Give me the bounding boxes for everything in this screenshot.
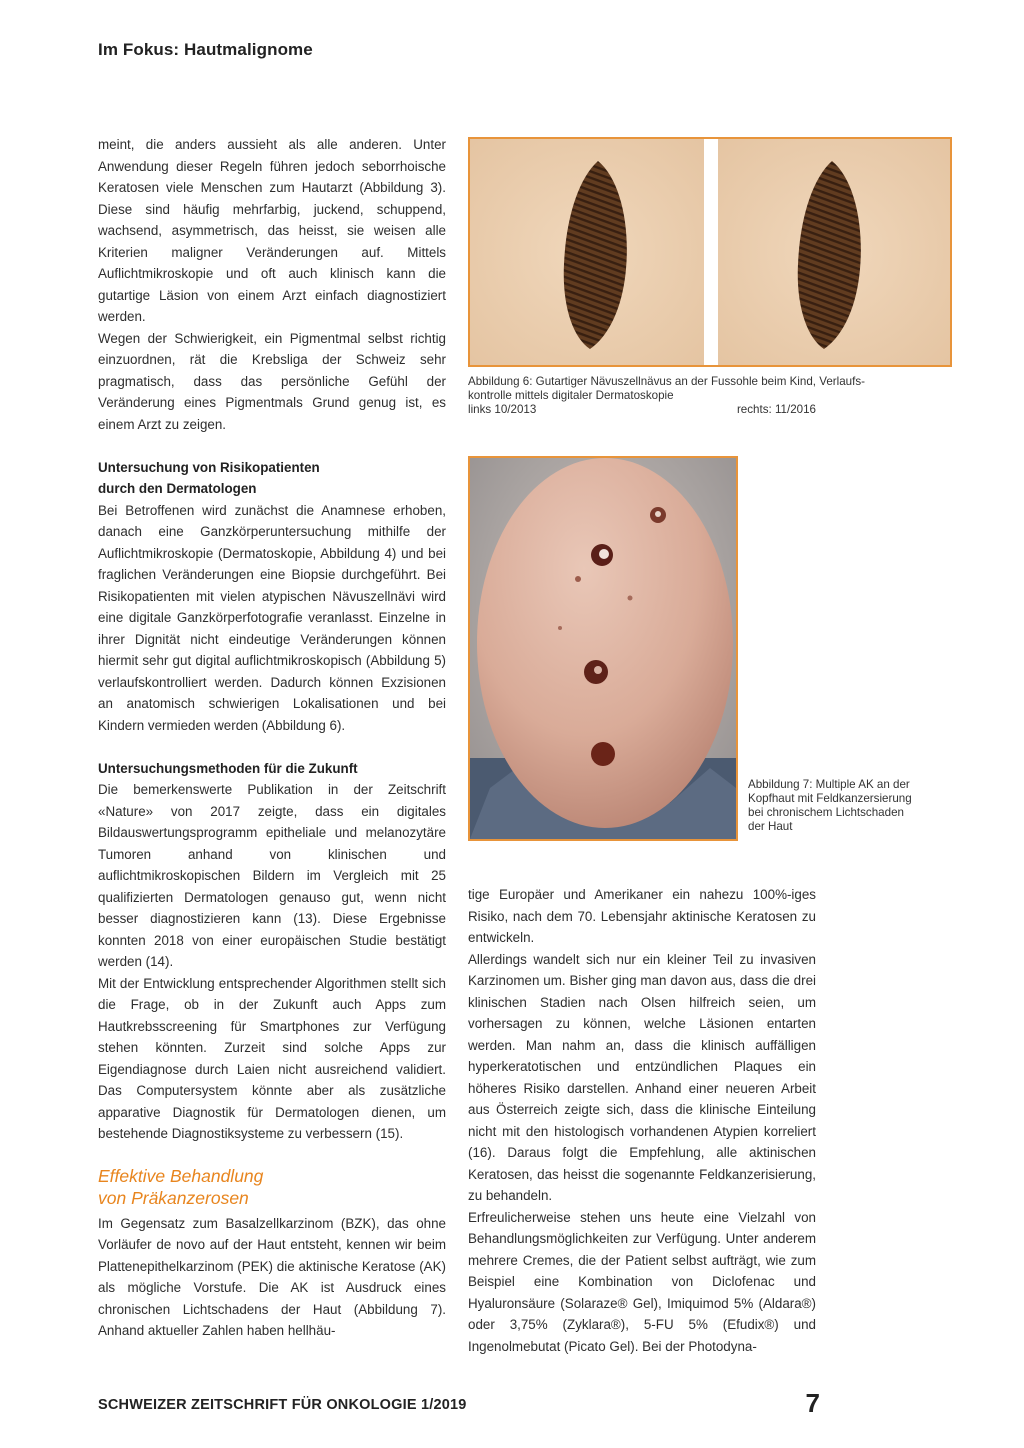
caption-line: der Haut [748, 820, 793, 833]
right-column [468, 884, 816, 1357]
subheading-line: Untersuchung von Risikopatienten [98, 459, 320, 475]
section-title-line: Effektive Behandlung [98, 1165, 264, 1186]
subheading-line: durch den Dermatologen [98, 481, 257, 496]
paragraph: Wegen der Schwierigkeit, ein Pigmentmal selbst richtig einzuordnen, rät die Krebsliga der Schweiz sehr pragmatisch, dass das persönliche Gefühl der Veränderung eines Pigmentmals Grund genug ist, es einem Arzt zu zeigen. [98, 330, 446, 432]
scalp-photo [470, 458, 736, 839]
paragraph: tige Europäer und Amerikaner ein nahezu 100%-iges Risiko, nach dem 70. Lebensjahr aktinische Keratosen zu entwickeln. [468, 887, 816, 945]
figure-6-image [468, 137, 952, 367]
paragraph: Allerdings wandelt sich nur ein kleiner Teil zu invasiven Karzinomen um. Bisher ging man davon aus, dass die drei klinischen Stadien nach Olsen hilfreich seien, um vorhersagen zu können, welche Läsionen entarten werden. Man nahm an, dass die klinisch auffälligen hyperkeratotischen und entzündlichen Plaques ein höheres Risiko darstellen. Anhand einer neueren Arbeit aus Österreich zeigte sich, dass die klinische Einteilung nicht mit den histologisch vorhandenen Atypien korreliert (16). Daraus folgt die Empfehlung, alle aktinischen Keratosen, das heisst die sogenannte Feldkanzerisierung, zu behandeln. [468, 951, 816, 1203]
caption-line: Abbildung 7: Multiple AK an der [748, 778, 910, 791]
caption-line: Kopfhaut mit Feldkanzersierung [748, 792, 912, 805]
journal-footer: SCHWEIZER ZEITSCHRIFT FÜR ONKOLOGIE 1/2019 [98, 1397, 467, 1413]
caption-right-date: rechts: 11/2016 [736, 403, 816, 416]
page-header: Im Fokus: Hautmalignome [98, 40, 313, 59]
paragraph: Mit der Entwicklung entsprechender Algorithmen stellt sich die Frage, ob in der Zukunft auch Apps zum Hautkrebsscreening für Smartphones zur Verfügung stehen könnten. Zurzeit sind solche Apps zur Eigendiagnose durch Laien nicht ausreichend validiert. Das Computersystem könnte aber als zusätzliche apparative Diagnostik für Dermatologen dienen, um bestehende Diagnostiksysteme zu verbessern (15). [98, 975, 446, 1141]
section-title [98, 1165, 446, 1209]
caption-line: Abbildung 6: Gutartiger Nävuszellnävus an der Fussohle beim Kind, Verlaufs- [468, 375, 865, 388]
paragraph: Die bemerkenswerte Publikation in der Zeitschrift «Nature» von 2017 zeigte, dass ein digitales Bildauswertungsprogramm epitheliale und melanozytäre Tumoren anhand von klinischen und auflichtmikroskopischen Bildern im Vergleich mit 25 qualifizierten Dermatologen genauso gut, wenn nicht besser diagnostizieren kann (13). Diese Ergebnisse konnten 2018 von einer europäischen Studie bestätigt werden (14). [98, 782, 446, 969]
figure-6-caption [468, 375, 952, 417]
subheading-risk-patients [98, 457, 446, 500]
caption-dates [468, 403, 816, 417]
caption-line: kontrolle mittels digitaler Dermatoskopie [468, 389, 674, 402]
paragraph: Im Gegensatz zum Basalzellkarzinom (BZK), das ohne Vorläufer de novo auf der Haut entsteht, kennen wir beim Plattenepithelkarzinom (PEK) die aktinische Keratose (AK) als mögliche Vorstufe. Die AK ist Ausdruck eines chronischen Lichtschadens der Haut (Abbildung 7). Anhand aktueller Zahlen haben hellhäu- [98, 1215, 446, 1338]
figure-7-image [468, 456, 738, 841]
section-title-line: von Präkanzerosen [98, 1187, 249, 1208]
subheading-future-methods: Untersuchungsmethoden für die Zukunft [98, 760, 358, 776]
paragraph: meint, die anders aussieht als alle anderen. Unter Anwendung dieser Regeln führen jedoch seborrhoische Keratosen viele Menschen zum Hautarzt (Abbildung 3). Diese sind häufig mehrfarbig, juckend, schuppend, wachsend, asymmetrisch, das heisst, sie weisen alle Kriterien maligner Veränderungen auf. Mittels Auflichtmikroskopie und oft auch klinisch kann die gutartige Läsion von einem Arzt einfach diagnostiziert werden. [98, 137, 446, 324]
left-column [98, 134, 446, 1342]
nevus-dermatoscopy-images [470, 139, 950, 365]
paragraph: Erfreulicherweise stehen uns heute eine Vielzahl von Behandlungsmöglichkeiten zur Verfügung. Unter anderem mehrere Cremes, die der Patient selbst aufträgt, wie zum Beispiel eine Kombination von Diclofenac und Hyaluronsäure (Solaraze® Gel), Imiquimod 5% (Aldara®) oder 3,75% (Zyklara®), 5-FU 5% (Efudix®) und Ingenolmebutat (Picato Gel). Bei der Photodyna- [468, 1209, 816, 1354]
figure-7-caption [748, 778, 958, 834]
page-number: 7 [805, 1388, 820, 1418]
caption-line: bei chronischem Lichtschaden [748, 806, 904, 819]
caption-left-date: links 10/2013 [468, 403, 537, 416]
paragraph: Bei Betroffenen wird zunächst die Anamnese erhoben, danach eine Ganzkörperuntersuchung mithilfe der Auflichtmikroskopie (Dermatoskopie, Abbildung 4) und bei fraglichen Veränderungen eine Biopsie durchgeführt. Bei Risikopatienten mit vielen atypischen Nävuszellnävi wird eine digitale Ganzkörperfotografie veranlasst. Einzelne in ihrer Dignität nicht eindeutige Veränderungen können hiermit sehr gut digital auflichtmikroskopisch (Abbildung 5) verlaufskontrolliert werden. Dadurch können Exzisionen an anatomisch schwierigen Lokalisationen und bei Kindern vermieden werden (Abbildung 6). [98, 502, 446, 733]
